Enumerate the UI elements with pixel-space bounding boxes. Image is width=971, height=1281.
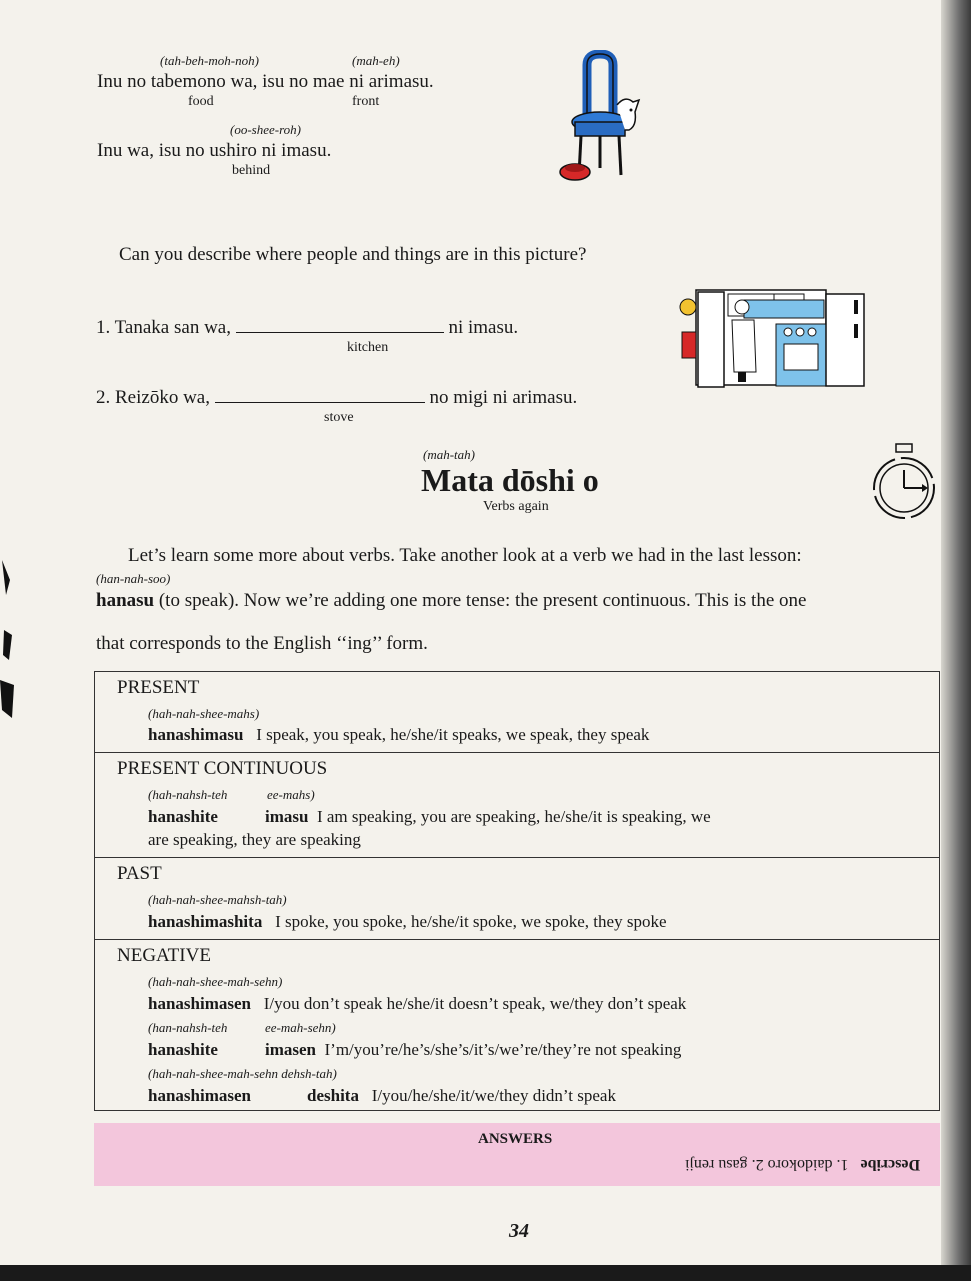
section-subtitle: Verbs again [483, 499, 549, 514]
example-sentence: Inu wa, isu no ushiro ni imasu. [97, 140, 332, 161]
exercise-text: no migi ni arimasu. [429, 387, 578, 408]
pronunciation: ee-mah-sehn) [265, 1020, 336, 1035]
verb-form: hanashimasen [148, 994, 251, 1013]
verb-form: hanashimasen [148, 1086, 251, 1105]
verb-meaning: I speak, you speak, he/she/it speaks, we speak, they speak [256, 725, 650, 744]
answers-box [94, 1123, 940, 1186]
exercise-line-1 [96, 317, 518, 339]
pronunciation: (mah-tah) [423, 447, 475, 462]
exercise-text: 2. Reizōko wa, [96, 387, 210, 408]
tense-title: NEGATIVE [117, 945, 211, 966]
intro-text: (to speak). Now we’re adding one more tense: the present continuous. This is the one [154, 590, 807, 611]
pronunciation: (hah-nah-shee-mah-sehn dehsh-tah) [148, 1066, 337, 1081]
verb-meaning: I am speaking, you are speaking, he/she/it is speaking, we [316, 807, 711, 826]
answer-blank[interactable] [236, 331, 444, 333]
verb-form: imasu [265, 807, 309, 826]
page-number: 34 [509, 1220, 529, 1242]
tense-title: PRESENT CONTINUOUS [117, 758, 328, 779]
answer-blank[interactable] [215, 401, 425, 403]
answers-text: 1. daidokoro 2. gasu renji [684, 1156, 849, 1173]
answers-label: Describe [860, 1156, 920, 1173]
pronunciation: (han-nahsh-teh [148, 1020, 228, 1035]
pronunciation: (hah-nahsh-teh [148, 787, 228, 802]
verb-meaning: I/you/he/she/it/we/they didn’t speak [371, 1086, 616, 1105]
pronunciation: (tah-beh-moh-noh) [160, 53, 259, 68]
present-continuous-row [95, 753, 939, 858]
gloss: front [352, 94, 380, 109]
section-title: Mata dōshi o [421, 462, 599, 498]
exercise-text: 1. Tanaka san wa, [96, 317, 231, 338]
verb-line [265, 807, 711, 827]
verb-meaning: are speaking, they are speaking [148, 830, 361, 849]
stopwatch-icon [868, 442, 940, 524]
answers-upside-down [685, 1155, 920, 1173]
pronunciation: ee-mahs) [267, 787, 315, 802]
present-row [95, 672, 939, 753]
chair-dog-illustration [555, 50, 650, 190]
verb-table [94, 671, 940, 1111]
exercise-line-2 [96, 387, 577, 409]
verb-form: imasen [265, 1040, 316, 1059]
verb-form: hanashimasu [148, 725, 244, 744]
gloss: behind [232, 163, 271, 178]
verb-meaning: I spoke, you spoke, he/she/it spoke, we spoke, they spoke [275, 912, 667, 931]
intro-line: Let’s learn some more about verbs. Take another look at a verb we had in the last lesson: [128, 545, 802, 566]
margin-marks [0, 560, 20, 720]
past-row [95, 858, 939, 940]
pronunciation: (oo-shee-roh) [230, 122, 301, 137]
hint: stove [324, 410, 354, 425]
tense-title: PRESENT [117, 677, 200, 698]
verb-form: deshita [307, 1086, 359, 1105]
verb-line [265, 1040, 681, 1060]
verb-line [148, 912, 667, 932]
verb-form: hanashite [148, 1040, 218, 1059]
verb-meaning: I’m/you’re/he’s/she’s/it’s/we’re/they’re not speaking [324, 1040, 682, 1059]
verb-line [307, 1086, 616, 1106]
prompt: Can you describe where people and things are in this picture? [119, 244, 587, 265]
answers-heading: ANSWERS [478, 1131, 553, 1147]
page-edge-shadow [941, 0, 971, 1281]
exercise-text: ni imasu. [448, 317, 519, 338]
hint: kitchen [347, 340, 389, 355]
verb-form: hanashimashita [148, 912, 263, 931]
example-sentence: Inu no tabemono wa, isu no mae ni arimasu. [97, 71, 434, 92]
intro-line [96, 590, 806, 612]
page-bottom-edge [0, 1265, 971, 1281]
verb-form: hanashite [148, 807, 218, 826]
verb-line [148, 994, 686, 1014]
pronunciation: (hah-nah-shee-mahsh-tah) [148, 892, 287, 907]
intro-line: that corresponds to the English ‘‘ing’’ form. [96, 633, 428, 654]
verb-line [148, 725, 649, 745]
pronunciation: (mah-eh) [352, 53, 400, 68]
tense-title: PAST [117, 863, 162, 884]
pronunciation: (hah-nah-shee-mah-sehn) [148, 974, 283, 989]
gloss: food [188, 94, 214, 109]
pronunciation: (han-nah-soo) [96, 571, 171, 586]
verb-meaning: I/you don’t speak he/she/it doesn’t speak, we/they don’t speak [263, 994, 687, 1013]
pronunciation: (hah-nah-shee-mahs) [148, 706, 260, 721]
intro-keyword: hanasu [96, 590, 155, 611]
kitchen-illustration [676, 282, 871, 394]
negative-row [95, 940, 939, 1112]
